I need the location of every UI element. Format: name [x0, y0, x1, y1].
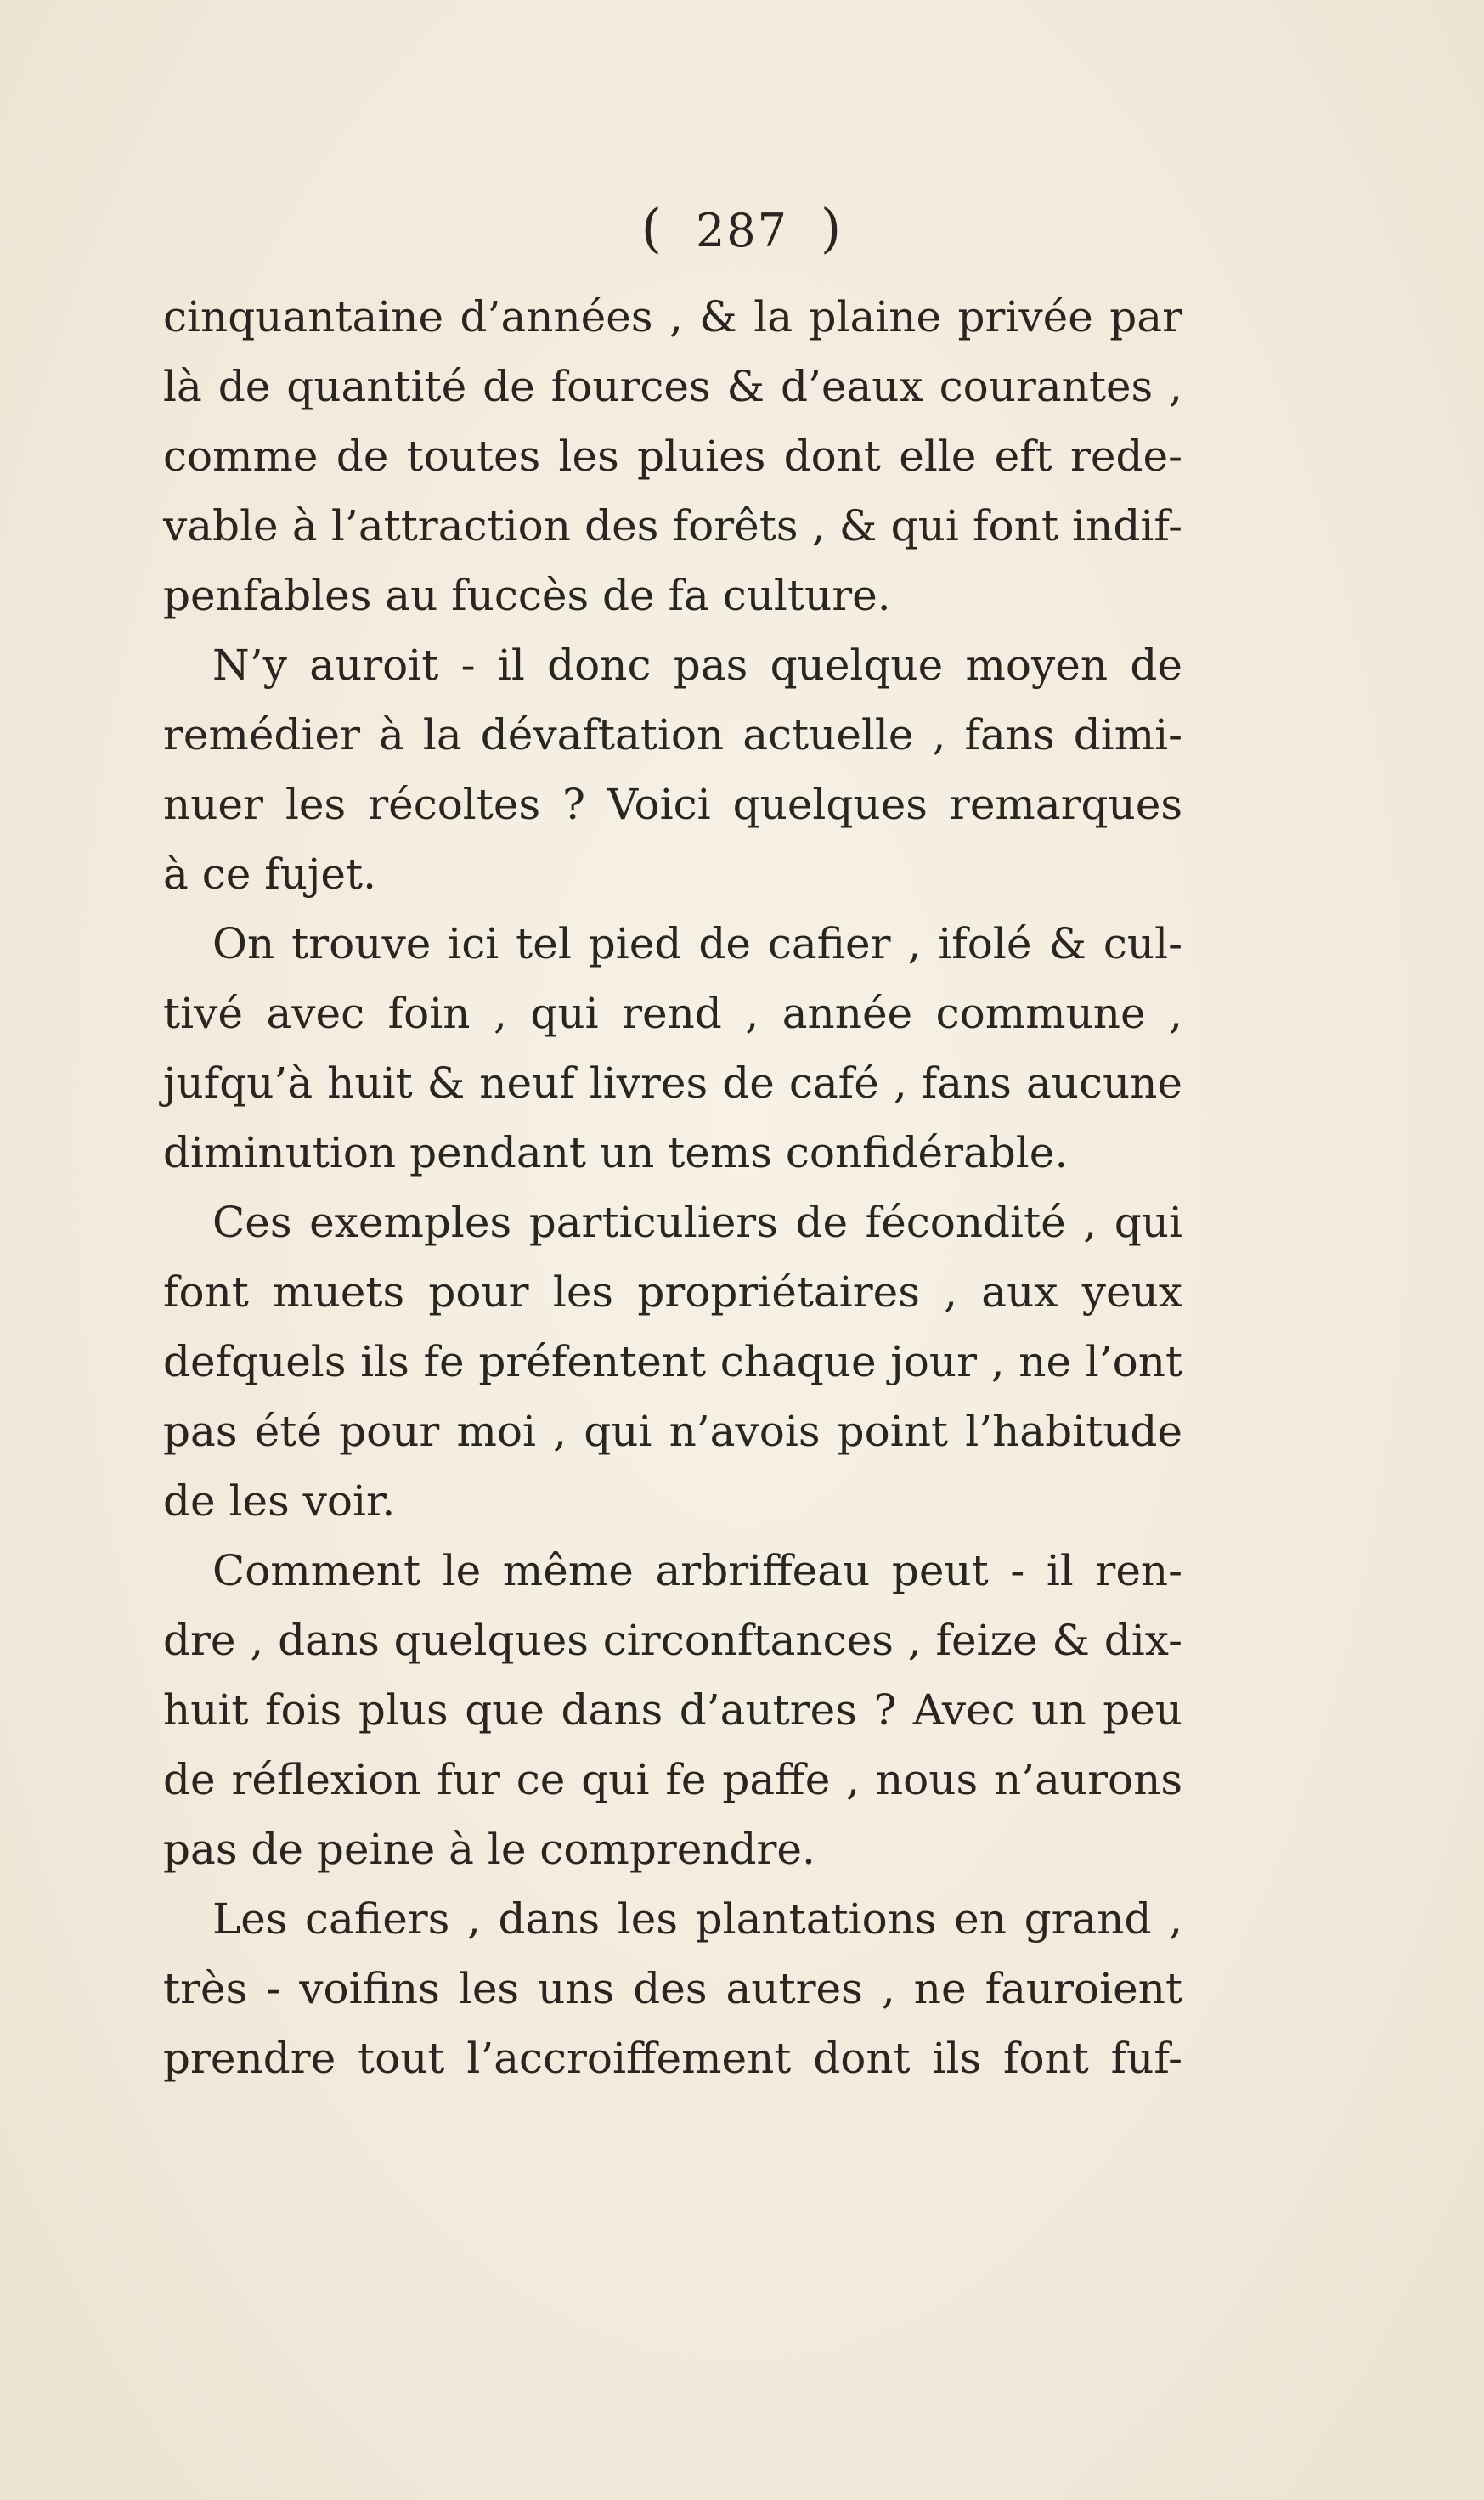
- text-line: defquels ils fe préfentent chaque jour , ne l’ont: [163, 1337, 1182, 1386]
- text-line: remédier à la dévaftation actuelle , fans dimi-: [163, 710, 1182, 759]
- text-line: jufqu’à huit & neuf livres de café , fans aucune: [163, 1058, 1182, 1108]
- text-line: pas de peine à le comprendre.: [163, 1825, 815, 1874]
- text-line: comme de toutes les pluies dont elle eft rede-: [163, 432, 1182, 481]
- page-number: 287: [695, 204, 789, 257]
- text-line: vable à l’attraction des forêts , & qui font indif-: [163, 501, 1182, 550]
- close-paren: ): [821, 197, 844, 259]
- text-line: On trouve ici tel pied de cafier , ifolé & cul-: [212, 919, 1182, 968]
- body-text: [163, 282, 1182, 2093]
- text-line: très - voifins les uns des autres , ne fauroient: [163, 1964, 1182, 2013]
- text-line: diminution pendant un tems confidérable.: [163, 1128, 1069, 1177]
- text-line: font muets pour les propriétaires , aux yeux: [163, 1267, 1182, 1317]
- text-line: Ces exemples particuliers de fécondité , qui: [212, 1198, 1182, 1247]
- text-line: cinquantaine d’années , & la plaine privée par: [163, 292, 1182, 341]
- text-line: dre , dans quelques circonftances , feize & dix-: [163, 1616, 1182, 1665]
- text-line: là de quantité de fources & d’eaux courantes ,: [163, 362, 1182, 411]
- page-header: [0, 197, 1484, 259]
- text-line: Comment le même arbriffeau peut - il ren-: [212, 1546, 1182, 1595]
- text-line: N’y auroit - il donc pas quelque moyen de: [212, 641, 1182, 690]
- text-line: tivé avec foin , qui rend , année commune ,: [163, 989, 1182, 1038]
- text-line: à ce fujet.: [163, 849, 376, 899]
- text-line: huit fois plus que dans d’autres ? Avec un peu: [163, 1685, 1182, 1735]
- text-line: de les voir.: [163, 1476, 396, 1526]
- text-line: de réflexion fur ce qui fe paffe , nous n’aurons: [163, 1755, 1182, 1804]
- open-paren: (: [640, 197, 663, 259]
- text-line: penfables au fuccès de fa culture.: [163, 571, 891, 620]
- text-line: pas été pour moi , qui n’avois point l’habitude: [163, 1407, 1182, 1456]
- text-line: Les cafiers , dans les plantations en grand ,: [212, 1894, 1182, 1944]
- text-line: prendre tout l’accroiffement dont ils font fuf-: [163, 2034, 1182, 2083]
- text-line: nuer les récoltes ? Voici quelques remarques: [163, 780, 1182, 829]
